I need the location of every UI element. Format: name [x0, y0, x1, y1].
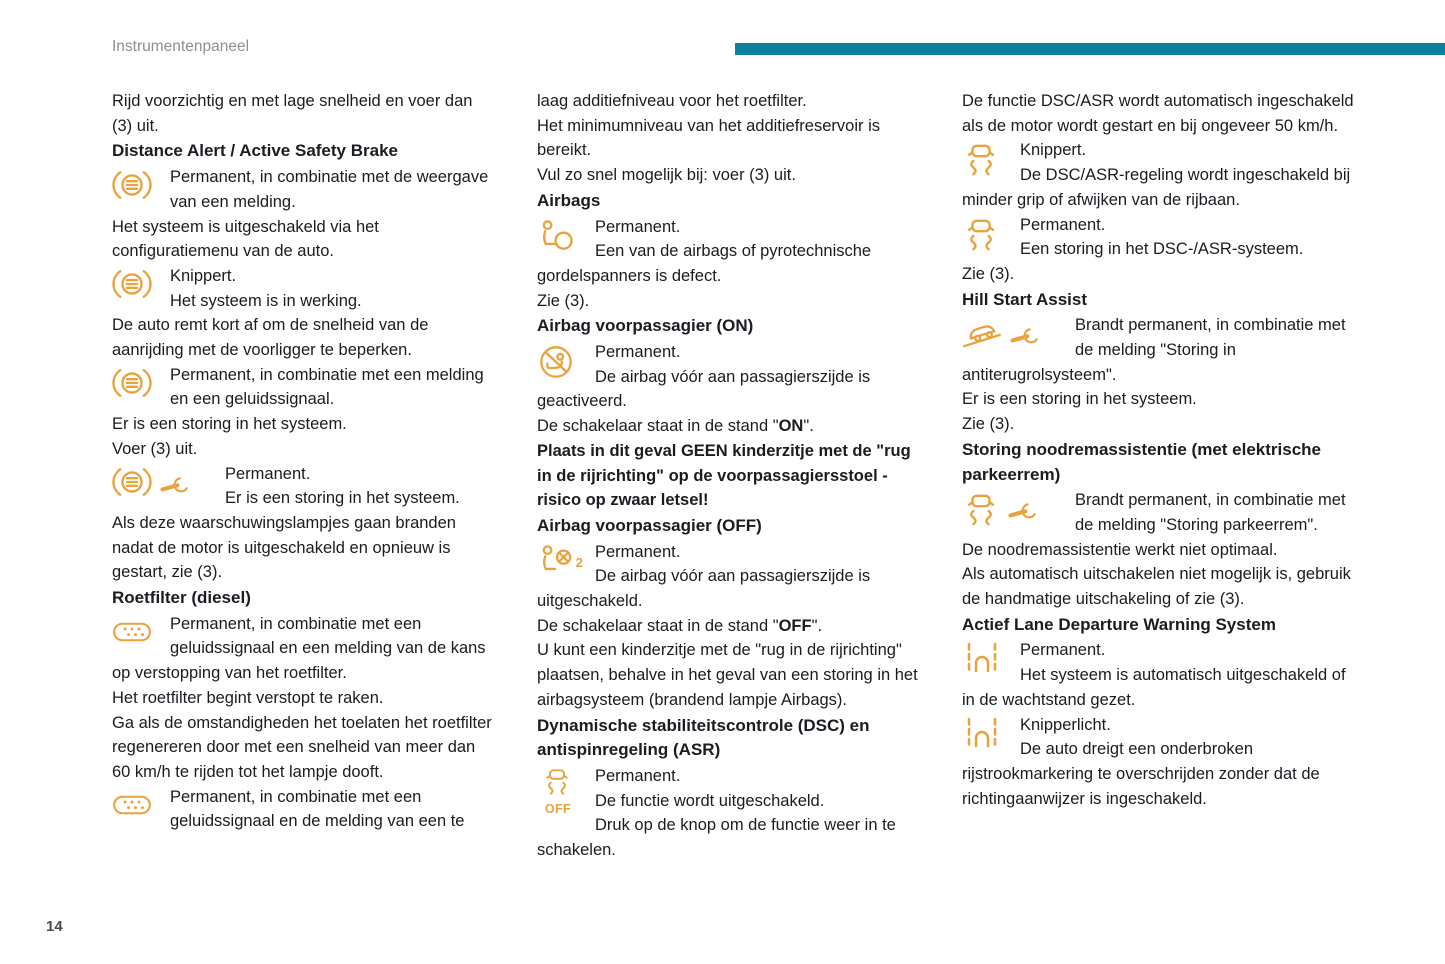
- switch-position-on: ON: [778, 417, 804, 436]
- section-heading-ldw: Actief Lane Departure Warning System: [962, 614, 1276, 634]
- indicator-entry: [112, 462, 497, 511]
- status-label: Knippert.: [1020, 141, 1087, 160]
- paragraph: [537, 614, 925, 639]
- status-label: Permanent.: [1020, 641, 1106, 660]
- wrench-icon: [1008, 492, 1041, 528]
- status-desc: Het systeem is automatisch uitgeschakeld of in de wachtstand gezet.: [962, 666, 1346, 709]
- section-heading-airbag-on: Airbag voorpassagier (ON): [537, 316, 754, 336]
- paragraph: Het minimumniveau van het additiefreservoir is bereikt.: [537, 116, 880, 160]
- section-heading-hill-start: Hill Start Assist: [962, 289, 1088, 309]
- status-label: Knippert.: [170, 266, 237, 285]
- indicator-entry: [112, 264, 497, 313]
- section-heading-roetfilter: Roetfilter (diesel): [112, 588, 251, 608]
- status-label: Permanent.: [595, 766, 681, 785]
- indicator-entry: [962, 138, 1360, 212]
- status-label: Permanent.: [225, 464, 311, 483]
- indicator-text: Brandt permanent, in combinatie met de melding "Storing in antiterugrolsysteem".: [962, 316, 1346, 384]
- column-2: [537, 89, 925, 863]
- paragraph: Rijd voorzichtig en met lage snelheid en voer dan (3) uit.: [112, 92, 473, 135]
- brake-warning-icon: [112, 363, 170, 399]
- paragraph: [537, 414, 925, 439]
- hill-start-assist-icon: [962, 317, 1002, 349]
- paragraph: Het systeem is uitgeschakeld via het configuratiemenu van de auto.: [112, 217, 379, 261]
- particulate-filter-icon: [112, 785, 170, 821]
- indicator-text: Brandt permanent, in combinatie met de melding "Storing parkeerrem".: [1075, 491, 1346, 534]
- paragraph: De noodremassistentie werkt niet optimaal.: [962, 540, 1278, 559]
- paragraph: Er is een storing in het systeem.: [962, 390, 1197, 409]
- header-accent-bar: [735, 43, 1445, 55]
- wrench-icon: [160, 466, 193, 502]
- status-desc: De DSC/ASR-regeling wordt ingeschakeld bij minder grip of afwijken van de rijbaan.: [962, 166, 1351, 209]
- indicator-entry: [962, 713, 1360, 812]
- airbag-icon: [537, 215, 595, 251]
- text: De schakelaar staat in de stand ": [537, 616, 779, 635]
- paragraph: U kunt een kinderzitje met de "rug in de rijrichting" plaatsen, behalve in het geval van een storing in het airbagsysteem (brandend lampje Airbags).: [537, 641, 918, 709]
- paragraph: De auto remt kort af om de snelheid van de aanrijding met de voorligger te beperken.: [112, 316, 429, 360]
- status-label: Knipperlicht.: [1020, 715, 1111, 734]
- indicator-entry: [962, 313, 1360, 387]
- dsc-off-label: OFF: [545, 801, 571, 816]
- icon-group: [962, 313, 1075, 353]
- status-label: Permanent.: [595, 217, 681, 236]
- indicator-text: Permanent, in combinatie met een melding en een geluidssignaal.: [170, 365, 484, 409]
- indicator-entry: [112, 363, 497, 412]
- switch-position-off: OFF: [778, 616, 812, 635]
- page-number: 14: [46, 918, 63, 935]
- paragraph: laag additiefniveau voor het roetfilter.: [537, 92, 807, 110]
- column-1: [112, 89, 497, 863]
- text: ".: [803, 417, 814, 436]
- section-heading-distance-alert: Distance Alert / Active Safety Brake: [112, 141, 398, 161]
- text: De schakelaar staat in de stand ": [537, 417, 779, 436]
- indicator-text: Permanent, in combinatie met de weergave van een melding.: [170, 168, 489, 211]
- paragraph: Vul zo snel mogelijk bij: voer (3) uit.: [537, 166, 796, 185]
- dsc-off-icon: [537, 764, 595, 821]
- section-heading-dsc-asr: Dynamische stabiliteitscontrole (DSC) en antispinregeling (ASR): [537, 715, 870, 760]
- indicator-entry: [962, 213, 1360, 262]
- status-desc: De airbag vóór aan passagierszijde is geactiveerd.: [537, 367, 871, 411]
- status-desc: Er is een storing in het systeem.: [225, 489, 460, 508]
- paragraph: Voer (3) uit.: [112, 439, 198, 458]
- paragraph: Er is een storing in het systeem.: [112, 415, 347, 434]
- indicator-entry: [537, 540, 925, 614]
- icon-group: [962, 488, 1075, 536]
- paragraph: Ga als de omstandigheden het toelaten het roetfilter regenereren door met een snelheid van meer dan 60 km/h te rijden tot het lampje dooft.: [112, 713, 492, 781]
- indicator-text: Permanent, in combinatie met een geluidssignaal en een melding van de kans op verstopping van het roetfilter.: [112, 614, 486, 683]
- brake-warning-icon: [112, 165, 170, 201]
- status-desc: De airbag vóór aan passagierszijde is uitgeschakeld.: [537, 567, 871, 611]
- status-label: Permanent.: [1020, 215, 1106, 234]
- paragraph: Zie (3).: [962, 415, 1015, 434]
- section-heading-noodrem: Storing noodremassistentie (met elektrische parkeerrem): [962, 439, 1321, 484]
- indicator-text: Permanent, in combinatie met een geluidssignaal en de melding van een te: [170, 787, 465, 831]
- indicator-entry: [112, 785, 497, 834]
- paragraph: Zie (3).: [962, 264, 1015, 283]
- text: ".: [811, 616, 823, 635]
- paragraph: Het roetfilter begint verstopt te raken.: [112, 688, 384, 707]
- status-label: Permanent.: [595, 343, 681, 362]
- passenger-airbag-off-icon: [537, 540, 595, 576]
- indicator-entry: [112, 165, 497, 214]
- indicator-entry: [962, 638, 1360, 712]
- indicator-entry: [537, 340, 925, 414]
- brake-warning-icon: [112, 466, 152, 498]
- status-desc: De functie wordt uitgeschakeld.: [595, 791, 825, 810]
- indicator-entry: [537, 215, 925, 289]
- status-desc: Het systeem is in werking.: [170, 291, 362, 310]
- warning-paragraph: Plaats in dit geval GEEN kinderzitje met de "rug in de rijrichting" op de voorpassagiersstoel - risico op zwaar letsel!: [537, 441, 911, 510]
- brake-warning-icon: [112, 264, 170, 300]
- dsc-asr-icon: [962, 213, 1020, 261]
- lane-departure-icon: [962, 638, 1020, 674]
- status-desc: Een van de airbags of pyrotechnische gordelspanners is defect.: [537, 242, 872, 285]
- section-heading-airbags: Airbags: [537, 190, 601, 210]
- wrench-icon: [1010, 317, 1043, 353]
- paragraph: Als deze waarschuwingslampjes gaan branden nadat de motor is uitgeschakeld en opnieuw is gestart, zie (3).: [112, 513, 456, 582]
- dsc-asr-icon: [962, 492, 1000, 536]
- status-desc: De auto dreigt een onderbroken rijstrookmarkering te overschrijden zonder dat de richtingaanwijzer is ingeschakeld.: [962, 740, 1320, 808]
- particulate-filter-icon: [112, 612, 170, 648]
- column-3: [962, 89, 1360, 863]
- icon-group: [112, 462, 225, 502]
- dsc-asr-icon: [962, 138, 1020, 186]
- indicator-entry: [962, 488, 1360, 537]
- status-label: Permanent.: [595, 542, 681, 561]
- paragraph: Druk op de knop om de functie weer in te schakelen.: [537, 816, 896, 860]
- status-desc: Een storing in het DSC-/ASR-systeem.: [1020, 240, 1304, 259]
- paragraph: De functie DSC/ASR wordt automatisch ingeschakeld als de motor wordt gestart en bij ongeveer 50 km/h.: [962, 92, 1354, 135]
- page-header-title: Instrumentenpaneel: [112, 38, 250, 55]
- indicator-entry: [537, 764, 925, 816]
- paragraph: Als automatisch uitschakelen niet mogelijk is, gebruik de handmatige uitschakeling of zie (3).: [962, 565, 1351, 609]
- airbag-off-number: 2: [575, 554, 583, 570]
- paragraph: Zie (3).: [537, 291, 590, 310]
- content-columns: [112, 89, 1360, 863]
- lane-departure-icon: [962, 713, 1020, 749]
- indicator-entry: [112, 612, 497, 686]
- section-heading-airbag-off: Airbag voorpassagier (OFF): [537, 515, 762, 535]
- passenger-airbag-on-icon: [537, 340, 595, 388]
